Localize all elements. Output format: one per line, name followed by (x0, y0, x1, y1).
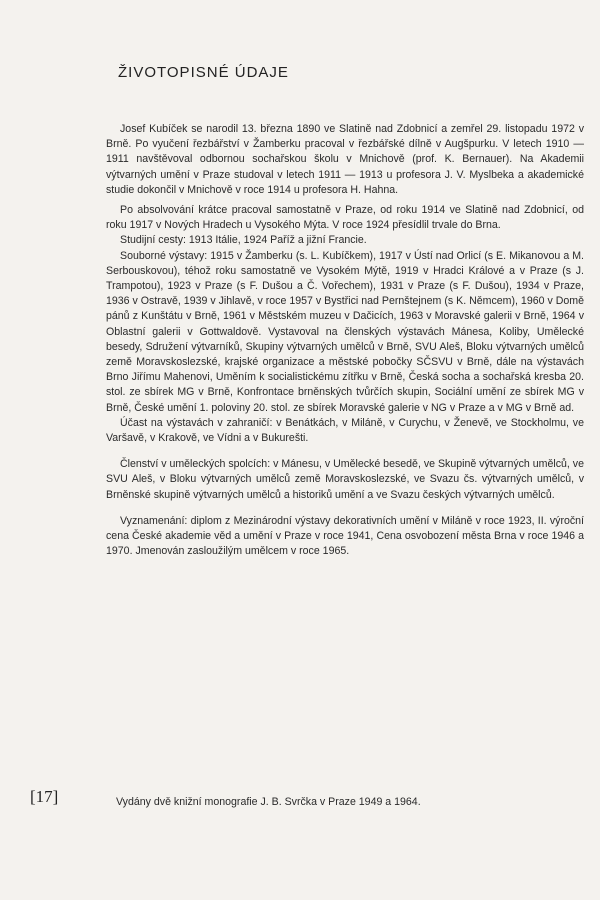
paragraph-memberships: Členství v uměleckých spolcích: v Mánesu, v Umělecké besedě, ve Skupině výtvarných umělců, ve SVU Aleš, v Bloku výtvarných umělců země Moravskoslezské, ve Svazu čs. výtvarných umělců, v Brněnské skupině výtvarných umělců a historiků umění a ve Svazu českých výtvarných umělců. (106, 458, 584, 501)
paragraph-study-trips: Studijní cesty: 1913 Itálie, 1924 Paříž a jižní Francie. (120, 234, 367, 247)
paragraph-awards: Vyznamenání: diplom z Mezinárodní výstavy dekorativních umění v Miláně v roce 1923, II. výroční cena České akademie věd a umění v Praze v roce 1941, Cena osvobození města Brna v roce 1946 a 1970. Jmenován zasloužilým umělcem v roce 1965. (106, 514, 584, 558)
paragraph-monographs: Vydány dvě knižní monografie J. B. Svrčka v Praze 1949 a 1964. (116, 796, 421, 808)
biography-body (106, 122, 584, 559)
page-number: [17] (30, 787, 59, 806)
paragraph-exhibitions: Souborné výstavy: 1915 v Žamberku (s. L. Kubíčkem), 1917 v Ústí nad Orlicí (s E. Mikanovou a M. Serbouskovou), téhož roku samostatně ve Vysokém Mýtě, 1919 v Hradci Králové a v Praze (s J. Trampotou), 1923 v Praze (s F. Dušou a Č. Vořechem), 1931 v Praze (s F. Dušou), 1934 v Praze, 1936 v Ostravě, 1939 v Jihlavě, v roce 1957 v Bystřici nad Pernštejnem (s K. Němcem), 1960 v Domě pánů z Kunštátu v Brně, 1961 v Městském muzeu v Dačicích, 1963 v Moravské galerii v Brně, 1964 v Oblastní galerii v Gottwaldově. Vystavoval na členských výstavách Mánesa, Koliby, Umělecké besedy, Sdružení výtvarníků, Skupiny výtvarných umělců v Brně, SVU Aleš, Bloku výtvarných umělců země Moravskoslezské, krajské organizace a městské pobočky SČSVU v Brně, dále na výstavách Brno Jiřímu Mahenovi, Uměním k socialistickému zítřku v Brně, Česká socha a sochařská kresba 20. stol. ze sbírek MG v Brně, Konfrontace brněnských tvůrčích skupin, Sociální umění ze sbírek MG v Brně, České umění 1. poloviny 20. stol. ze sbírek Moravské galerie v NG v Praze a v MG v Brně ad. (106, 249, 584, 414)
page-heading: ŽIVOTOPISNÉ ÚDAJE (118, 64, 289, 81)
paragraph-birth-education: Josef Kubíček se narodil 13. března 1890 ve Slatině nad Zdobnicí a zemřel 29. listopadu 1972 v Brně. Po vyučení řezbářství v Žamberku pracoval v řezbářské dílně v Augšpurku. V letech 1910 — 1911 navštěvoval odbornou sochařskou školu v Mnichově (prof. K. Bernauer). Na Akademii výtvarných umění v Praze studoval v letech 1911 — 1913 u profesora J. V. Myslbeka a akademické studie dokončil v Mnichově v roce 1914 u profesora H. Hahna. (106, 123, 584, 196)
paragraph-foreign-exhibitions: Účast na výstavách v zahraničí: v Benátkách, v Miláně, v Curychu, v Ženevě, ve Stockholmu, ve Varšavě, v Krakově, ve Vídni a v Bukurešti. (106, 416, 584, 445)
paragraph-career: Po absolvování krátce pracoval samostatně v Praze, od roku 1914 ve Slatině nad Zdobnicí, od roku 1917 v Nových Hradech u Vysokého Mýta. V roce 1924 přesídlil trvale do Brna. (106, 204, 584, 232)
